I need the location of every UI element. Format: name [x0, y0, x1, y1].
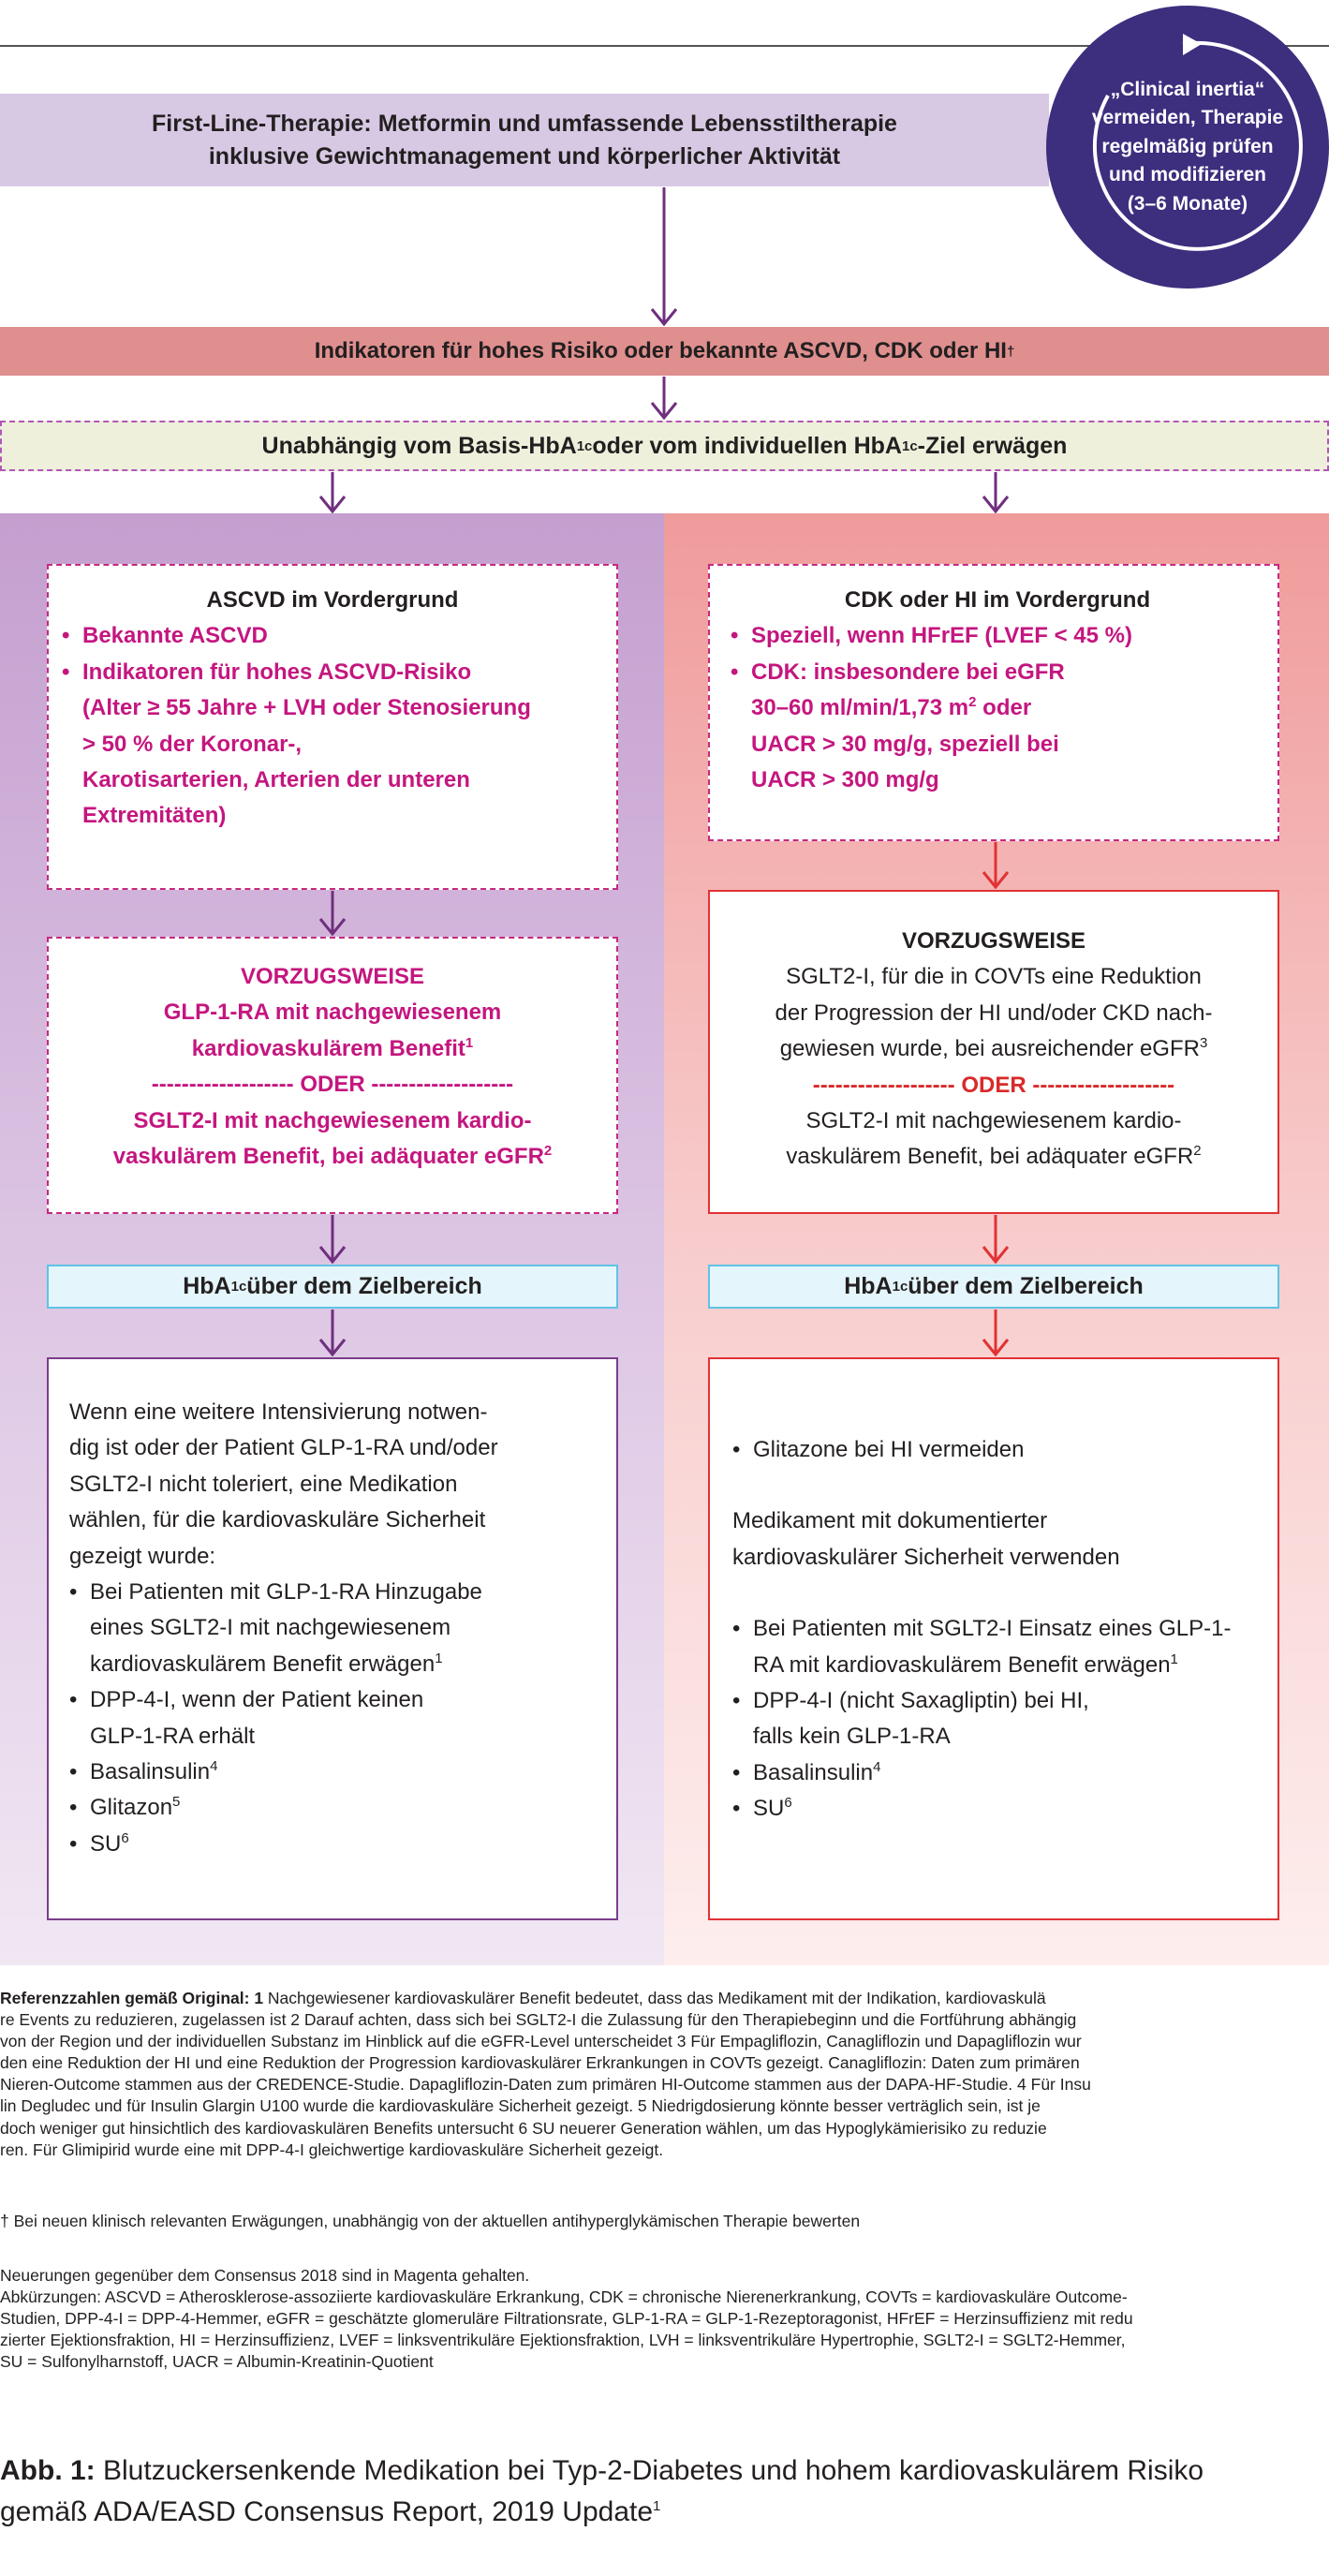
abbreviations: [0, 2265, 1329, 2373]
left-intensification-box: [47, 1357, 618, 1920]
cycle-arrow-icon: [1071, 30, 1305, 264]
right-pref-l2: der Progression der HI und/oder CKD nach-: [775, 999, 1213, 1026]
right-option-list-a: [732, 1432, 1263, 1468]
reference-footnotes: [0, 1988, 1329, 2161]
left-pref-l2: kardiovaskulärem Benefit$^1$: [191, 1034, 474, 1061]
right-pref-l5: vaskulärem Benefit, bei adäquater eGFR$^2$: [786, 1143, 1202, 1170]
cdk-hi-box: [708, 564, 1279, 841]
left-hba1c-box: HbA 1c über dem Zielbereich: [47, 1265, 618, 1309]
left-preferred-box: [47, 937, 618, 1214]
ref-line-6: lin Degludec und für Insulin Glargin U100 wurde die kardiovaskuläre Sicherheit gezeigt. 5 Niedrigdosierung könnte besser verträglich sein, ist je: [0, 2096, 1041, 2116]
first-line-text-2: inklusive Gewichtmanagement und körperlicher Aktivität: [208, 142, 841, 170]
indep-post: -Ziel erwägen: [917, 432, 1068, 459]
arrow-down-icon: [318, 1215, 347, 1264]
first-line-text-1: First-Line-Therapie: Metformin und umfassende Lebensstiltherapie: [152, 110, 897, 137]
inertia-line-4: und modifizieren: [1109, 164, 1266, 186]
right-pref-l3: gewiesen wurde, bei ausreichender eGFR$^3$: [779, 1035, 1208, 1062]
indep-sub1: 1c: [576, 437, 593, 454]
left-text-p3: SGLT2-I nicht toleriert, eine Medikation: [69, 1471, 458, 1497]
ref-line-3: von der Region und der individuellen Substanz im Hinblick auf die eGFR-Level unterscheidet 3 Für Empagliflozin, Canagliflozin und Dapagliflozin wur: [0, 2032, 1082, 2051]
right-option-glitazone: • Glitazone bei HI vermeiden: [732, 1432, 1263, 1468]
left-option-list: [69, 1575, 598, 1862]
left-text-p4: wählen, für die kardiovaskuläre Sicherheit: [69, 1507, 486, 1533]
left-option-4: • Glitazon$^5$: [69, 1790, 598, 1826]
arrow-down-icon: [318, 472, 347, 513]
inertia-line-5: (3–6 Monate): [1127, 192, 1248, 215]
ref-line-1: Referenzzahlen gemäß Original: 1 Nachgewiesener kardiovaskulärer Benefit bedeutet, dass das Medikament mit der Indikation, kardiovaskulä: [0, 1989, 1046, 2007]
abbr-line-2: Studien, DPP-4-I = DPP-4-Hemmer, eGFR = geschätzte glomeruläre Filtrationsrate, GLP-1-RA = GLP-1-Rezeptoragonist, HFrEF = Herzinsuffizienz mit redu: [0, 2309, 1133, 2329]
independent-hba1c-bar: [0, 421, 1329, 471]
right-option-4: • $SU^6$: [732, 1791, 1263, 1827]
cdk-hi-title: CDK oder HI im Vordergrund: [844, 587, 1151, 613]
arrow-down-icon: [650, 187, 678, 326]
arrow-down-icon: [318, 891, 347, 936]
ascvd-box: [47, 564, 618, 890]
cdk-hi-item-1: • Speziell, wenn HFrEF (LVEF < 45 %): [731, 618, 1264, 654]
abbr-line-3: zierter Ejektionsfraktion, HI = Herzinsuffizienz, LVEF = linksventrikuläre Ejektionsfraktion, LVH = linksventrikuläre Hypertrophie, SGLT2-I = SGLT2-Hemmer,: [0, 2331, 1126, 2350]
arrow-down-icon: [318, 1310, 347, 1356]
left-text-p1: Wenn eine weitere Intensivierung notwen-: [69, 1399, 488, 1425]
ascvd-item-1: • Bekannte ASCVD: [62, 618, 603, 654]
right-option-2: • DPP-4-I (nicht Saxagliptin) bei HI, falls kein GLP-1-RA: [732, 1683, 1263, 1755]
ascvd-title: ASCVD im Vordergrund: [206, 587, 459, 613]
left-pref-l3: SGLT2-I mit nachgewiesenem kardio-: [133, 1107, 532, 1133]
right-preferred-box: [708, 890, 1279, 1214]
right-intensification-box: [708, 1357, 1279, 1920]
right-oder: ------------------- ODER -------------------: [812, 1072, 1175, 1098]
left-pref-heading: VORZUGSWEISE: [240, 964, 425, 989]
left-pref-l4: vaskulärem Benefit, bei adäquater eGFR$^2$: [112, 1142, 553, 1169]
caption-line-1: Abb. 1: Blutzuckersenkende Medikation bei Typ-2-Diabetes und hohem kardiovaskulärem Risiko: [0, 2455, 1204, 2486]
right-hba1c-box: HbA 1c über dem Zielbereich: [708, 1265, 1279, 1309]
caption-line-2: gemäß ADA/EASD Consensus Report, 2019 Update$^1$: [0, 2495, 661, 2527]
arrow-down-icon: [650, 377, 678, 420]
arrow-down-icon: [982, 472, 1010, 513]
left-option-3: • Basalinsulin$^4$: [69, 1754, 598, 1790]
abbr-line-4: SU = Sulfonylharnstoff, UACR = Albumin-Kreatinin-Quotient: [0, 2352, 434, 2372]
right-pref-l4: SGLT2-I mit nachgewiesenem kardio-: [805, 1107, 1182, 1133]
inertia-line-3: regelmäßig prüfen: [1101, 135, 1274, 157]
figure-caption: [0, 2450, 1329, 2532]
dagger-footnote: † Bei neuen klinisch relevanten Erwägungen, unabhängig von der aktuellen antihyperglykämischen Therapie bewerten: [0, 2212, 861, 2230]
ascvd-item-2: • Indikatoren für hohes ASCVD-Risiko (Alter ≥ 55 Jahre + LVH oder Stenosierung > 50 % der Koronar-, Karotisarterien, Arterien der unteren Extremitäten): [62, 655, 603, 835]
ref-line-5: Nieren-Outcome stammen aus der CREDENCE-Studie. Dapagliflozin-Daten zum primären HI-Outcome stammen aus der DAPA-HF-Studie. 4 Für Insu: [0, 2075, 1091, 2095]
cdk-hi-item-2: • CDK: insbesondere bei eGFR 30–60 ml/min/1,73 $m^2$ oder UACR > 30 mg/g, speziell bei UACR > 300 mg/g: [731, 655, 1264, 799]
ref-line-4: den eine Reduktion der HI und eine Reduktion der Progression kardiovaskulärer Erkrankungen in COVTs gezeigt. Canagliflozin: Daten zum primären: [0, 2053, 1080, 2073]
indep-pre: Unabhängig vom Basis-HbA: [261, 432, 577, 459]
right-option-list-b: [732, 1611, 1263, 1827]
cdk-hi-list: [731, 618, 1264, 798]
indep-sub2: 1c: [901, 437, 918, 454]
arrow-down-icon: [982, 1215, 1010, 1264]
ref-line-8: ren. Für Glimipirid wurde eine mit DPP-4-I gleichwertige kardiovaskuläre Sicherheit gezeigt.: [0, 2139, 664, 2159]
right-option-3: • Basalinsulin$^4$: [732, 1755, 1263, 1791]
high-risk-indicator-bar: [0, 327, 1329, 376]
arrow-down-icon: [982, 1310, 1010, 1356]
inertia-line-2: vermeiden, Therapie: [1091, 107, 1284, 129]
abbr-line-1: Abkürzungen: ASCVD = Atherosklerose-assoziierte kardiovaskuläre Erkrankung, CDK = chronische Nierenerkrankung, COVTs = kardiovaskuläre Outcome-: [0, 2287, 1128, 2307]
left-text-p5: gezeigt wurde:: [69, 1543, 216, 1569]
new-note: Neuerungen gegenüber dem Consensus 2018 sind in Magenta gehalten.: [0, 2266, 530, 2285]
risk-bar-text: Indikatoren für hohes Risiko oder bekannte ASCVD, CDK oder HI: [314, 338, 1007, 363]
left-option-5: • $SU^6$: [69, 1827, 598, 1862]
left-text-p2: dig ist oder der Patient GLP-1-RA und/oder: [69, 1435, 498, 1461]
ref-line-7: doch weniger gut hinsichtlich des kardiovaskulären Benefits untersucht 6 SU neuerer Generation wählen, um das Hypoglykämierisiko zu reduzie: [0, 2118, 1047, 2138]
right-text-p1: Medikament mit dokumentierter: [732, 1508, 1048, 1534]
right-pref-l1: SGLT2-I, für die in COVTs eine Reduktion: [786, 964, 1202, 990]
arrow-down-icon: [982, 842, 1010, 889]
ref-line-2: re Events zu reduzieren, zugelassen ist 2 Darauf achten, dass sich bei SGLT2-I die Zulassung für den Therapiebeginn und die Fortführung abhängig: [0, 2010, 1077, 2030]
right-text-p2: kardiovaskulärer Sicherheit verwenden: [732, 1544, 1120, 1570]
dagger-mark: †: [1006, 343, 1015, 360]
indep-mid: oder vom individuellen HbA: [592, 432, 902, 459]
right-option-1: • Bei Patienten mit SGLT2-I Einsatz eines GLP-1- RA mit kardiovaskulärem Benefit erwägen$^1$: [732, 1611, 1263, 1683]
left-pref-l1: GLP-1-RA mit nachgewiesenem: [163, 999, 502, 1026]
left-option-2: • DPP-4-I, wenn der Patient keinen GLP-1-RA erhält: [69, 1682, 598, 1754]
left-option-1: • Bei Patienten mit GLP-1-RA Hinzugabe eines SGLT2-I mit nachgewiesenem kardiovaskulärem Benefit erwägen$^1$: [69, 1575, 598, 1682]
first-line-therapy-box: [0, 94, 1049, 186]
left-oder: ------------------- ODER -------------------: [151, 1072, 514, 1098]
right-pref-heading: VORZUGSWEISE: [901, 928, 1086, 954]
ascvd-list: [62, 618, 603, 834]
inertia-line-1: „Clinical inertia“: [1110, 78, 1265, 100]
